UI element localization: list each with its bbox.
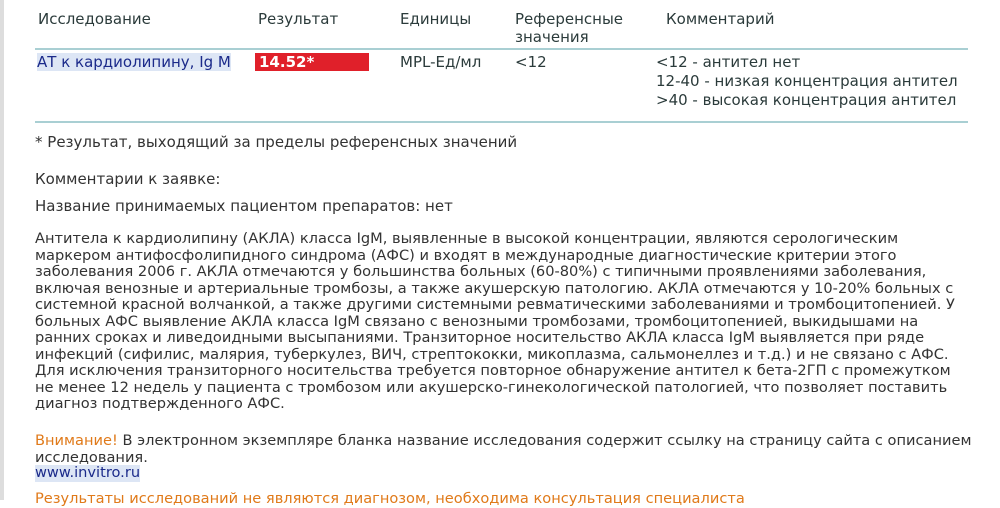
invitro-link[interactable]: www.invitro.ru bbox=[35, 464, 141, 481]
header-comment: Комментарий bbox=[666, 10, 775, 28]
header-result: Результат bbox=[258, 10, 339, 28]
units-value: MPL-Ед/мл bbox=[400, 53, 482, 71]
comment-value: <12 - антител нет 12-40 - низкая концентрация антител >40 - высокая концентрация антител bbox=[656, 53, 958, 109]
interpretation-paragraph: Антитела к кардиолипину (АКЛА) класса IgM, выявленные в высокой концентрации, являются серологическим маркером антифосфолипидного синдрома (АФС) и входят в международные диагностические критерии этого заболевания 2006 г. АКЛА отмечаются у большинства больных (60-80%) с типичными проявлениями заболевания, включая венозные и артериальные тромбозы, а также акушерскую патологию. АКЛА отмечаются у 10-20% больных с системной красной волчанкой, а также другими системными ревматическими заболеваниями и тромбоцитопенией. У больных АФС выявление АКЛА класса IgM связано с венозными тромбозами, тромбоцитопенией, выкидышами на ранних сроках и ливедоидными высыпаниями. Транзиторное носительство АКЛА класса IgM выявляется при ряде инфекций (сифилис, малярия, туберкулез, ВИЧ, стрептококки, микоплазма, сальмонеллез и т.д.) и не связано с АФС. Для исключения транзиторного носительства требуется повторное обнаружение антител к бета-2ГП с промежутком не менее 12 недель у пациента с тромбозом или акушерско-гинекологической патологией, что позволяет поставить диагноз подтвержденного АФС. bbox=[35, 230, 955, 412]
result-value: 14.52* bbox=[255, 53, 369, 71]
disclaimer: Результаты исследований не являются диагнозом, необходима консультация специалиста bbox=[35, 490, 745, 507]
drugs-line: Название принимаемых пациентом препаратов: нет bbox=[35, 197, 453, 215]
left-border bbox=[0, 0, 4, 500]
header-reference: Референсные значения bbox=[515, 10, 624, 46]
header-test: Исследование bbox=[38, 10, 151, 28]
table-bottom-divider bbox=[35, 121, 968, 123]
attention-note: Внимание! В электронном экземпляре бланка название исследования содержит ссылку на страницу сайта с описанием исследования. bbox=[35, 432, 972, 466]
test-name-link[interactable]: АТ к кардиолипину, Ig M bbox=[37, 53, 231, 71]
table-divider bbox=[35, 48, 968, 50]
reference-value: <12 bbox=[515, 53, 547, 71]
attention-label: Внимание! bbox=[35, 432, 118, 449]
comments-title: Комментарии к заявке: bbox=[35, 170, 221, 188]
header-units: Единицы bbox=[400, 10, 472, 28]
footnote: * Результат, выходящий за пределы референсных значений bbox=[35, 133, 518, 151]
